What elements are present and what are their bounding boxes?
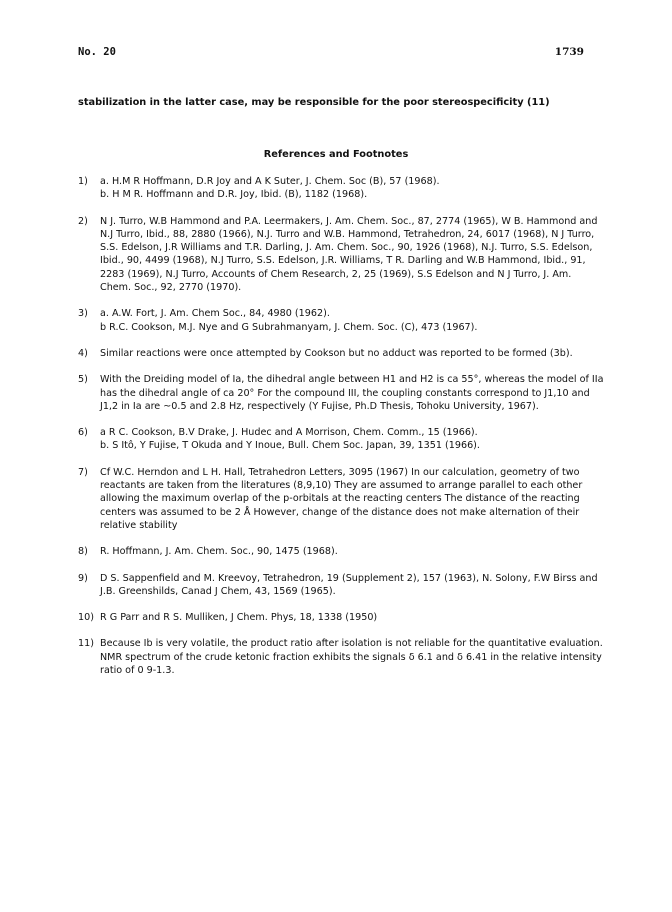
- reference-number: 8): [78, 546, 88, 558]
- reference-text: a. H.M R Hoffmann, D.R Joy and A K Suter, J. Chem. Soc (B), 57 (1968).: [100, 176, 440, 187]
- reference-text: a R C. Cookson, B.V Drake, J. Hudec and A Morrison, Chem. Comm., 15 (1966).: [100, 427, 478, 439]
- reference-text: Cf W.C. Herndon and L H. Hall, Tetrahedron Letters, 3095 (1967) In our calculation, geometry of two reactants are taken from the literatures (8,9,10) They are assumed to arrange parallel to each other allowing the maximum overlap of the p-orbitals at the reacting centers The distance of the reacting centers was assumed to be 2 Å However, change of the distance does not make alternation of their relative stability: [100, 466, 583, 531]
- reference-item: [78, 426, 604, 453]
- reference-item: [78, 307, 604, 334]
- reference-item: [78, 175, 604, 202]
- journal-issue-label: No. 20: [78, 46, 116, 58]
- reference-item: [78, 215, 604, 295]
- reference-number: 1): [78, 176, 88, 187]
- reference-text: R G Parr and R S. Mulliken, J Chem. Phys, 18, 1338 (1950): [100, 612, 378, 624]
- intro-text: stabilization in the latter case, may be responsible for the poor stereospecificity (11): [78, 97, 550, 108]
- reference-item: [78, 637, 604, 677]
- reference-number: 7): [78, 466, 88, 478]
- reference-item: [78, 611, 604, 624]
- reference-number: 10): [78, 612, 94, 624]
- reference-text: D S. Sappenfield and M. Kreevoy, Tetrahedron, 19 (Supplement 2), 157 (1963), N. Solony, F.W Birss and J.B. Greenshilds, Canad J Chem, 43, 1569 (1965).: [100, 572, 598, 597]
- reference-number: 3): [78, 308, 88, 320]
- reference-text: a. A.W. Fort, J. Am. Chem Soc., 84, 4980 (1962).: [100, 308, 330, 320]
- reference-text: b. S Itô, Y Fujise, T Okuda and Y Inoue, Bull. Chem Soc. Japan, 39, 1351 (1966).: [100, 440, 480, 452]
- reference-text: b R.C. Cookson, M.J. Nye and G Subrahmanyam, J. Chem. Soc. (C), 473 (1967).: [100, 321, 478, 333]
- reference-number: 6): [78, 427, 88, 439]
- reference-text: With the Dreiding model of Ia, the dihedral angle between H1 and H2 is ca 55°, whereas the model of IIa has the dihedral angle of ca 20° For the compound III, the coupling constants correspond to J1,10 and J1,2 in Ia are ~0.5 and 2.8 Hz, respectively (Y Fujise, Ph.D Thesis, Tohoku University, 1967).: [100, 374, 604, 412]
- reference-item: [78, 373, 604, 413]
- reference-text: Because Ib is very volatile, the product ratio after isolation is not reliable for the quantitative evaluation. NMR spectrum of the crude ketonic fraction exhibits the signals δ 6.1 and δ 6.41 in the relative intensity ratio of 0 9-1.3.: [100, 638, 603, 677]
- section-heading: References and Footnotes: [263, 149, 409, 160]
- reference-text: b. H M R. Hoffmann and D.R. Joy, Ibid. (B), 1182 (1968).: [100, 189, 368, 201]
- reference-text: Similar reactions were once attempted by Cookson but no adduct was reported to be formed (3b).: [100, 347, 573, 359]
- reference-number: 4): [78, 347, 88, 359]
- reference-list: [78, 175, 604, 690]
- reference-number: 2): [78, 215, 88, 227]
- page-number: 1739: [554, 46, 584, 58]
- reference-item: [78, 466, 604, 532]
- reference-item: [78, 347, 604, 360]
- reference-text: N J. Turro, W.B Hammond and P.A. Leermakers, J. Am. Chem. Soc., 87, 2774 (1965), W B. Hammond and N.J Turro, Ibid., 88, 2880 (1966), N.J. Turro and W.B. Hammond, Tetrahedron, 24, 6017 (1968), N J Turro, S.S. Edelson, J.R Williams and T.R. Darling, J. Am. Chem. Soc., 90, 1926 (1968), N.J. Turro, S.S. Edelson, Ibid., 90, 4499 (1968), N.J Turro, S.S. Edelson, J.R. Williams, T R. Darling and W.B Hammond, Ibid., 91, 2283 (1969), N.J Turro, Accounts of Chem Research, 2, 25 (1969), S.S Edelson and N J Turro, J. Am. Chem. Soc., 92, 2770 (1970).: [100, 215, 598, 294]
- reference-number: 9): [78, 572, 88, 584]
- reference-item: [78, 572, 604, 599]
- reference-number: 5): [78, 374, 88, 386]
- reference-text: R. Hoffmann, J. Am. Chem. Soc., 90, 1475 (1968).: [100, 546, 338, 558]
- reference-number: 11): [78, 638, 94, 650]
- reference-item: [78, 545, 604, 558]
